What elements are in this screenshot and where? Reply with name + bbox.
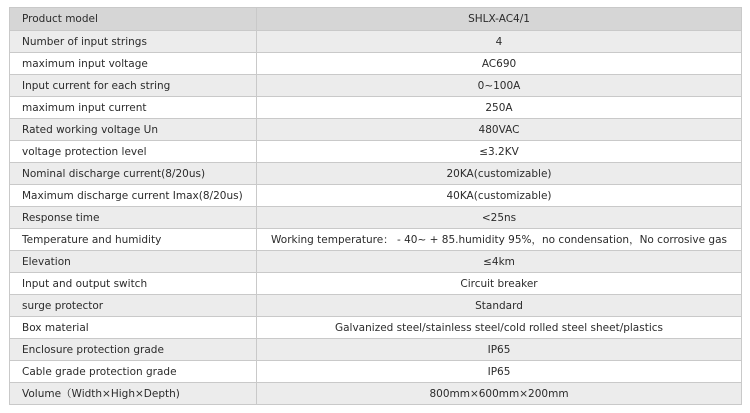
- row-label: voltage protection level: [10, 141, 257, 163]
- row-value: ≤4km: [257, 251, 742, 273]
- row-label: surge protector: [10, 295, 257, 317]
- row-label: Volume（Width×High×Depth): [10, 383, 257, 405]
- row-label: Input and output switch: [10, 273, 257, 295]
- row-value: 20KA(customizable): [257, 163, 742, 185]
- table-header-row: [10, 8, 742, 31]
- table-row: [10, 251, 742, 273]
- row-value: <25ns: [257, 207, 742, 229]
- row-value: 800mm×600mm×200mm: [257, 383, 742, 405]
- table-row: [10, 207, 742, 229]
- row-value: Galvanized steel/stainless steel/cold rolled steel sheet/plastics: [257, 317, 742, 339]
- table-row: [10, 119, 742, 141]
- row-label: Number of input strings: [10, 31, 257, 53]
- table-row: [10, 229, 742, 251]
- row-value: 0~100A: [257, 75, 742, 97]
- table-row: [10, 185, 742, 207]
- table-row: [10, 97, 742, 119]
- row-label: Cable grade protection grade: [10, 361, 257, 383]
- table-row: [10, 361, 742, 383]
- row-value: IP65: [257, 339, 742, 361]
- row-value: 40KA(customizable): [257, 185, 742, 207]
- table-row: [10, 75, 742, 97]
- row-value: 480VAC: [257, 119, 742, 141]
- table-row: [10, 383, 742, 405]
- row-value: IP65: [257, 361, 742, 383]
- row-label: Nominal discharge current(8/20us): [10, 163, 257, 185]
- table-row: [10, 273, 742, 295]
- row-label: maximum input current: [10, 97, 257, 119]
- row-value: ≤3.2KV: [257, 141, 742, 163]
- table-row: [10, 339, 742, 361]
- row-value: Working temperature： - 40~ + 85.humidity 95%，no condensation，No corrosive gas: [257, 229, 742, 251]
- header-value: SHLX-AC4/1: [257, 8, 742, 31]
- spec-table: [9, 7, 742, 405]
- row-value: 250A: [257, 97, 742, 119]
- row-label: Elevation: [10, 251, 257, 273]
- row-label: Input current for each string: [10, 75, 257, 97]
- table-row: [10, 141, 742, 163]
- row-label: Rated working voltage Un: [10, 119, 257, 141]
- row-label: Box material: [10, 317, 257, 339]
- row-label: Response time: [10, 207, 257, 229]
- row-label: Enclosure protection grade: [10, 339, 257, 361]
- header-label: Product model: [10, 8, 257, 31]
- table-row: [10, 53, 742, 75]
- row-label: Temperature and humidity: [10, 229, 257, 251]
- table-row: [10, 317, 742, 339]
- table-row: [10, 31, 742, 53]
- row-value: Standard: [257, 295, 742, 317]
- row-value: AC690: [257, 53, 742, 75]
- row-value: 4: [257, 31, 742, 53]
- row-value: Circuit breaker: [257, 273, 742, 295]
- table-row: [10, 295, 742, 317]
- table-row: [10, 163, 742, 185]
- row-label: maximum input voltage: [10, 53, 257, 75]
- row-label: Maximum discharge current Imax(8/20us): [10, 185, 257, 207]
